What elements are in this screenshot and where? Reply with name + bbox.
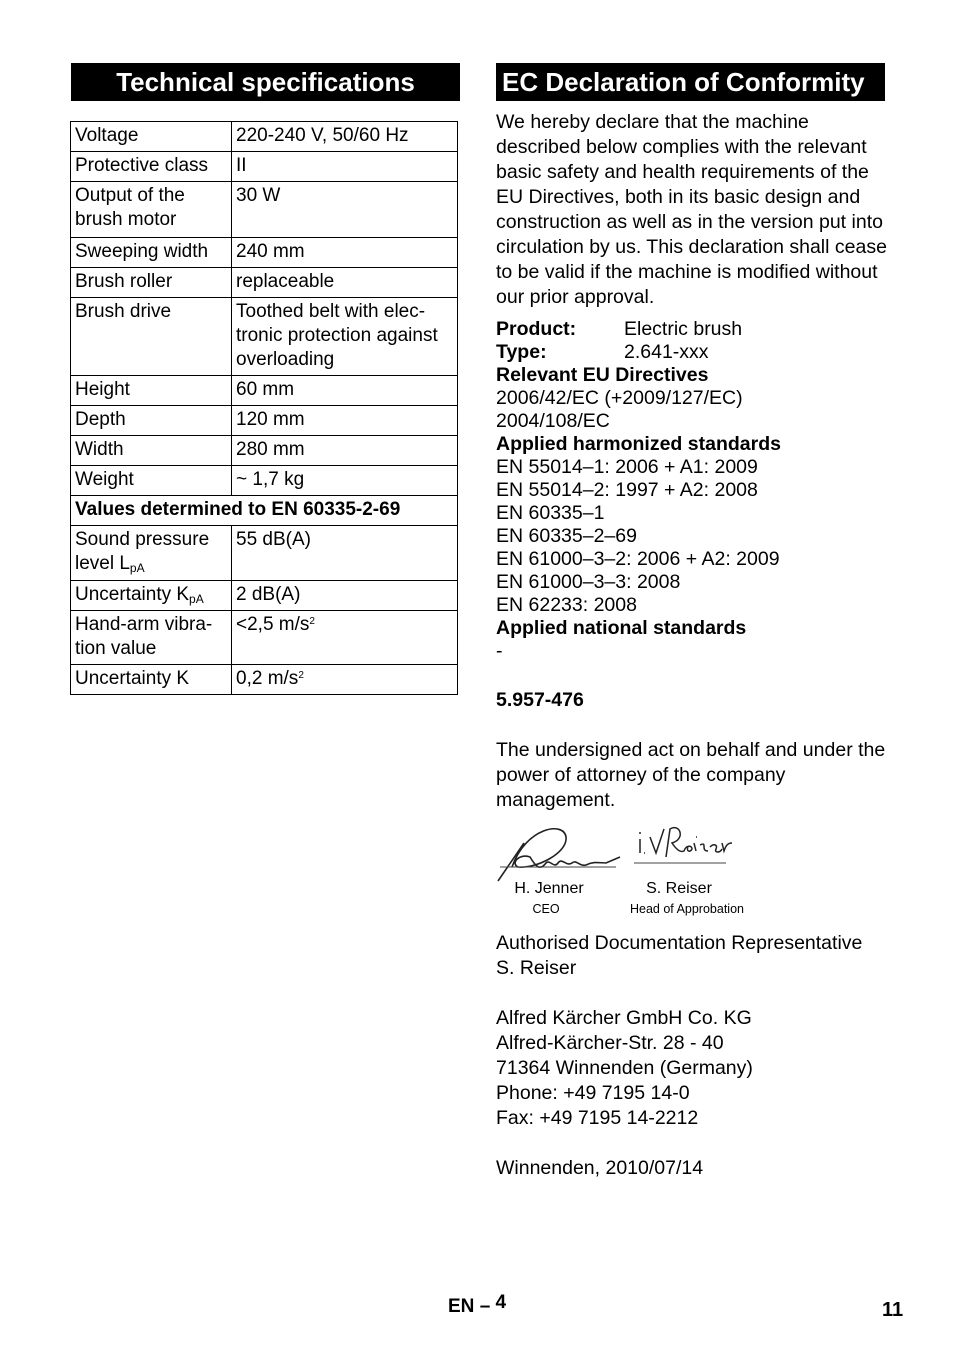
table-row xyxy=(71,611,458,665)
directive-item: 2006/42/EC (+2009/127/EC) xyxy=(496,387,743,409)
jenner-signature-icon xyxy=(496,823,626,883)
declaration-details xyxy=(496,318,891,663)
footer-lang: EN xyxy=(448,1296,475,1317)
spec-label: Brush roller xyxy=(71,268,232,298)
type-label: Type: xyxy=(496,341,547,363)
ec-declaration-heading: EC Declaration of Conformity xyxy=(496,63,885,101)
footer-dash: – xyxy=(479,1296,491,1317)
signatory-1-role: CEO xyxy=(532,902,560,916)
spec-label: Brush drive xyxy=(71,298,232,376)
spec-value: ~ 1,7 kg xyxy=(232,466,458,496)
page-number: 11 xyxy=(882,1299,904,1321)
product-value: Electric brush xyxy=(624,318,743,340)
sound-pressure-label: Sound pressure level L xyxy=(75,529,210,574)
directives-heading: Relevant EU Directives xyxy=(496,364,709,386)
company-street: Alfred-Kärcher-Str. 28 - 40 xyxy=(496,1032,724,1054)
signatory-2-role: Head of Approbation xyxy=(630,902,744,916)
reiser-signature-icon xyxy=(634,823,734,873)
signatory-2-name: S. Reiser xyxy=(646,880,712,897)
table-row xyxy=(71,376,458,406)
product-row xyxy=(496,318,891,341)
spec-label: Voltage xyxy=(71,122,232,152)
sound-pressure-subscript: pA xyxy=(129,561,145,575)
spec-value xyxy=(232,665,458,695)
standard-item: EN 60335–2–69 xyxy=(496,525,637,547)
standard-item: EN 55014–2: 1997 + A2: 2008 xyxy=(496,479,758,501)
standard-item: EN 61000–3–2: 2006 + A2: 2009 xyxy=(496,548,780,570)
uncertainty-kpa-subscript: pA xyxy=(189,592,204,606)
spec-label xyxy=(71,581,232,611)
spec-label: Weight xyxy=(71,466,232,496)
representative-title: Authorised Documentation Representative xyxy=(496,932,863,954)
undersigned-text: The undersigned act on behalf and under the power of attorney of the company management. xyxy=(496,739,886,811)
table-row xyxy=(71,466,458,496)
table-row xyxy=(71,406,458,436)
spec-value: Toothed belt with elec-tronic protection against overloading xyxy=(232,298,458,376)
standard-item: EN 61000–3–3: 2008 xyxy=(496,571,681,593)
harmonized-heading: Applied harmonized standards xyxy=(496,433,781,455)
spec-value: replaceable xyxy=(232,268,458,298)
vibration-value: <2,5 m/s xyxy=(236,614,310,635)
standard-item: EN 55014–1: 2006 + A1: 2009 xyxy=(496,456,758,478)
spec-label: Uncertainty K xyxy=(71,665,232,695)
spec-value: 2 dB(A) xyxy=(232,581,458,611)
type-value: 2.641-xxx xyxy=(624,341,709,363)
spec-label: Protective class xyxy=(71,152,232,182)
spec-label: Depth xyxy=(71,406,232,436)
declaration-column xyxy=(496,110,891,1181)
signatures xyxy=(496,823,891,919)
directive-item: 2004/108/EC xyxy=(496,410,610,432)
uncertainty-kpa-label: Uncertainty K xyxy=(75,584,190,605)
spec-value: 30 W xyxy=(232,182,458,238)
place-date: Winnenden, 2010/07/14 xyxy=(496,1157,704,1179)
spec-label: Output of the brush motor xyxy=(71,182,232,238)
table-row xyxy=(71,238,458,268)
company-city: 71364 Winnenden (Germany) xyxy=(496,1057,753,1079)
company-phone: Phone: +49 7195 14-0 xyxy=(496,1082,690,1104)
technical-specifications-heading: Technical specifications xyxy=(71,63,460,101)
spec-value: II xyxy=(232,152,458,182)
table-row xyxy=(71,436,458,466)
spec-value: 60 mm xyxy=(232,376,458,406)
spec-value xyxy=(232,611,458,665)
spec-label: Width xyxy=(71,436,232,466)
vibration-superscript: 2 xyxy=(309,616,315,627)
footer-section xyxy=(448,1292,507,1318)
national-heading: Applied national standards xyxy=(496,617,747,639)
signatory-1-name: H. Jenner xyxy=(514,880,584,897)
uncertainty-k-superscript: 2 xyxy=(298,670,304,681)
table-row xyxy=(71,298,458,376)
table-row xyxy=(71,665,458,695)
spec-label xyxy=(71,526,232,581)
table-row xyxy=(71,581,458,611)
representative-name: S. Reiser xyxy=(496,957,577,979)
company-fax: Fax: +49 7195 14-2212 xyxy=(496,1107,699,1129)
company-name: Alfred Kärcher GmbH Co. KG xyxy=(496,1007,752,1029)
spec-label: Sweeping width xyxy=(71,238,232,268)
table-row xyxy=(71,496,458,526)
table-row xyxy=(71,268,458,298)
standard-item: EN 60335–1 xyxy=(496,502,605,524)
table-row xyxy=(71,152,458,182)
spec-value: 120 mm xyxy=(232,406,458,436)
spec-value: 220-240 V, 50/60 Hz xyxy=(232,122,458,152)
table-row xyxy=(71,526,458,581)
type-row xyxy=(496,341,891,364)
spec-label: Hand-arm vibra-tion value xyxy=(71,611,232,665)
national-value: - xyxy=(496,640,503,662)
technical-specifications-table xyxy=(70,121,458,695)
table-row xyxy=(71,122,458,152)
spec-value: 55 dB(A) xyxy=(232,526,458,581)
product-label: Product: xyxy=(496,318,577,340)
uncertainty-k-value: 0,2 m/s xyxy=(236,668,299,689)
standard-item: EN 62233: 2008 xyxy=(496,594,637,616)
spec-value: 280 mm xyxy=(232,436,458,466)
table-row xyxy=(71,182,458,238)
document-number: 5.957-476 xyxy=(496,689,584,711)
spec-value: 240 mm xyxy=(232,238,458,268)
footer-section-page: 4 xyxy=(495,1292,507,1313)
declaration-intro: We hereby declare that the machine described below complies with the relevant basic safety and health requirements of the EU Directives, both in its basic design and construction as well as in the version put into circulation by us. This declaration shall cease to be valid if the machine is modified without our prior approval. xyxy=(496,111,887,308)
values-header: Values determined to EN 60335-2-69 xyxy=(71,496,458,526)
spec-label: Height xyxy=(71,376,232,406)
